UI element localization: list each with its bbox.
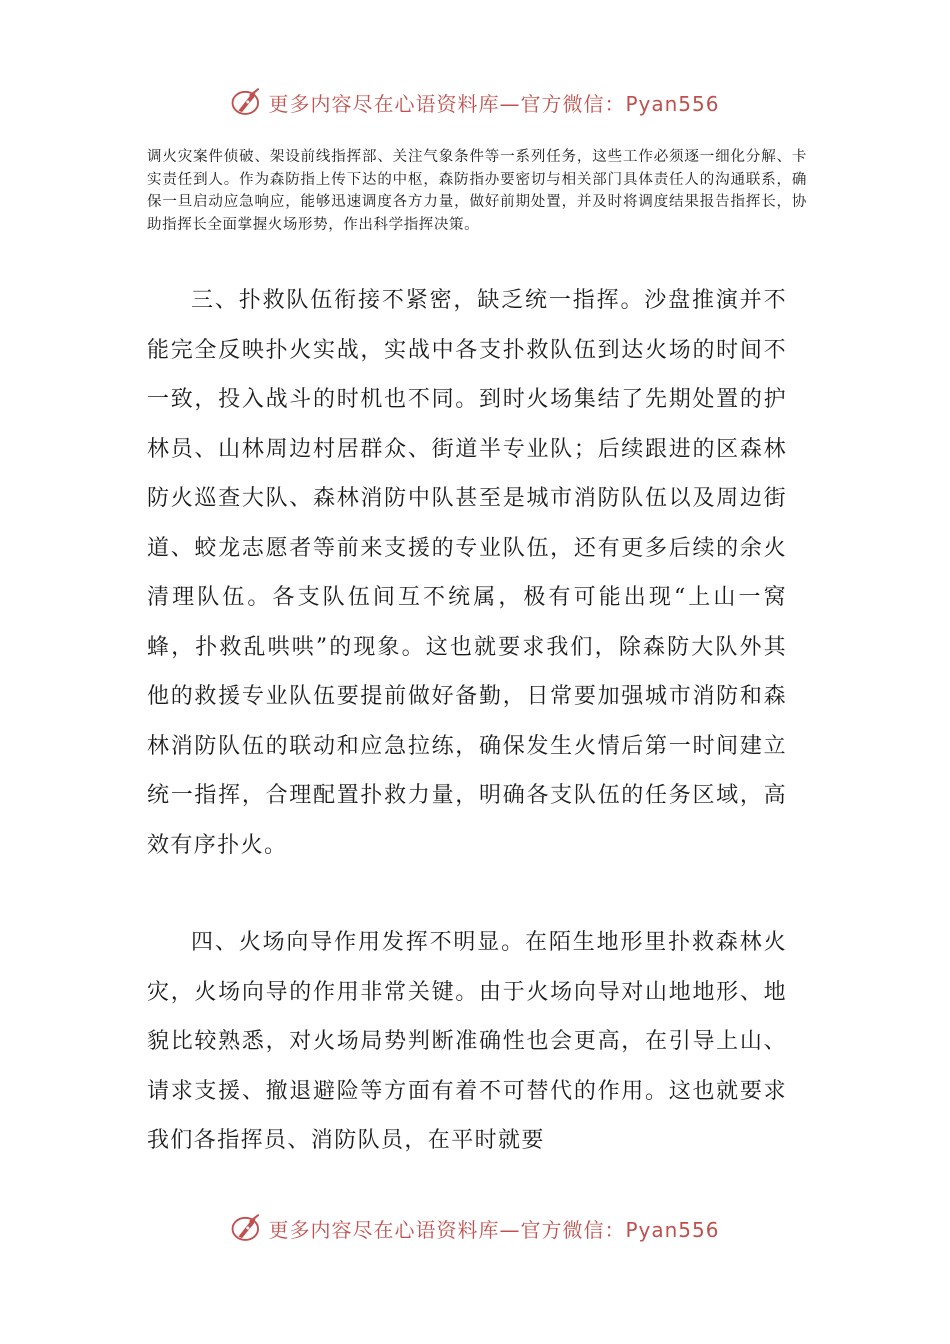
paragraph-section-3: 三、扑救队伍衔接不紧密，缺乏统一指挥。沙盘推演并不能完全反映扑火实战，实战中各支扑救队伍到达火场的时间不一致，投入战斗的时机也不同。到时火场集结了先期处置的护林员、山林周边村居群众、街道半专业队；后续跟进的区森林防火巡查大队、森林消防中队甚至是城市消防队伍以及周边街道、蛟龙志愿者等前来支援的专业队伍，还有更多后续的余火清理队伍。各支队伍间互不统属，极有可能出现“上山一窝蜂，扑救乱哄哄”的现象。这也就要求我们，除森防大队外其他的救援专业队伍要提前做好备勤，日常要加强城市消防和森林消防队伍的联动和应急拉练，确保发生火情后第一时间建立统一指挥，合理配置扑救力量，明确各支队伍的任务区域，高效有序扑火。: [147, 288, 787, 858]
pen-nib-logo-icon: [230, 85, 264, 119]
header-watermark: [0, 82, 950, 122]
watermark-text: 更多内容尽在心语资料库—官方微信：Pyan556: [268, 1217, 720, 1242]
footer-watermark: [0, 1208, 950, 1248]
paragraph-section-4: 四、火场向导作用发挥不明显。在陌生地形里扑救森林火灾，火场向导的作用非常关键。由于火场向导对山地地形、地貌比较熟悉，对火场局势判断准确性也会更高，在引导上山、请求支援、撤退避险等方面有着不可替代的作用。这也就要求我们各指挥员、消防队员，在平时就要: [147, 930, 787, 1153]
pen-nib-logo-icon: [230, 1211, 264, 1245]
watermark-text: 更多内容尽在心语资料库—官方微信：Pyan556: [268, 91, 720, 116]
continued-paragraph: 调火灾案件侦破、架设前线指挥部、关注气象条件等一系列任务，这些工作必须逐一细化分解、卡实责任到人。作为森防指上传下达的中枢，森防指办要密切与相关部门具体责任人的沟通联系，确保一旦启动应急响应，能够迅速调度各方力量，做好前期处置，并及时将调度结果报告指挥长，协助指挥长全面掌握火场形势，作出科学指挥决策。: [147, 149, 807, 233]
